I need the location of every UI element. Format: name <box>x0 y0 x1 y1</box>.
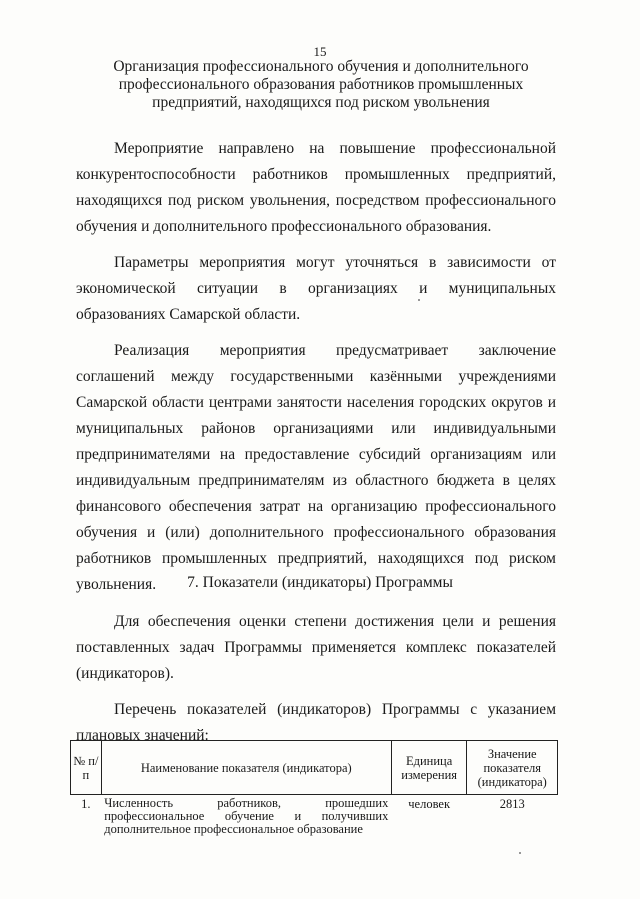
header-unit: Единица измерения <box>391 741 467 795</box>
cell-num: 1. <box>81 797 91 811</box>
indicators-intro <box>76 609 556 749</box>
header-num: № п/п <box>71 741 102 795</box>
header-name: Наименование показателя (индикатора) <box>101 741 391 795</box>
paragraph: Реализация мероприятия предусматривает заключение соглашений между государственными казёнными учреждениями Самарской области центрами занятости населения городских округов и муниципальных районов организациями или индивидуальными предпринимателями на предоставление субсидий организациям или индивидуальным предпринимателям из областного бюджета в целях финансового обеспечения затрат на организацию профессионального обучения и (или) дополнительного профессионального образования работников промышленных предприятий, находящихся под риском увольнения. <box>76 342 556 593</box>
paragraph: Для обеспечения оценки степени достижения цели и решения поставленных задач Программы применяется комплекс показателей (индикаторов). <box>76 613 556 682</box>
measure-description <box>76 136 556 598</box>
page-number: 15 <box>313 44 327 59</box>
paragraph: Параметры мероприятия могут уточняться в зависимости от экономической ситуации в организациях и муниципальных образованиях Самарской области. <box>76 254 556 323</box>
scan-speck <box>519 852 521 854</box>
section-heading: 7. Показатели (индикаторы) Программы <box>187 574 453 591</box>
header-value: Значение показателя (индикатора) <box>467 741 558 795</box>
paragraph: Перечень показателей (индикаторов) Программы с указанием плановых значений: <box>76 701 556 744</box>
cell-value: 2813 <box>499 797 525 811</box>
cell-unit: человек <box>408 797 451 811</box>
section-title: Организация профессионального обучения и дополнительного профессионального образования работников промышленных предприятий, находящихся под риском увольнения <box>113 58 529 111</box>
indicators-table <box>70 740 558 838</box>
table-row <box>71 795 558 839</box>
scan-speck <box>418 299 420 301</box>
paragraph: Мероприятие направлено на повышение профессиональной конкурентоспособности работников промышленных предприятий, находящихся под риском увольнения, посредством профессионального обучения и дополнительного профессионального образования. <box>76 140 556 235</box>
table-header-row <box>71 741 558 795</box>
cell-name: Численность работников, прошедших профессиональное обучение и получивших дополнительное профессиональное образование <box>104 796 389 836</box>
